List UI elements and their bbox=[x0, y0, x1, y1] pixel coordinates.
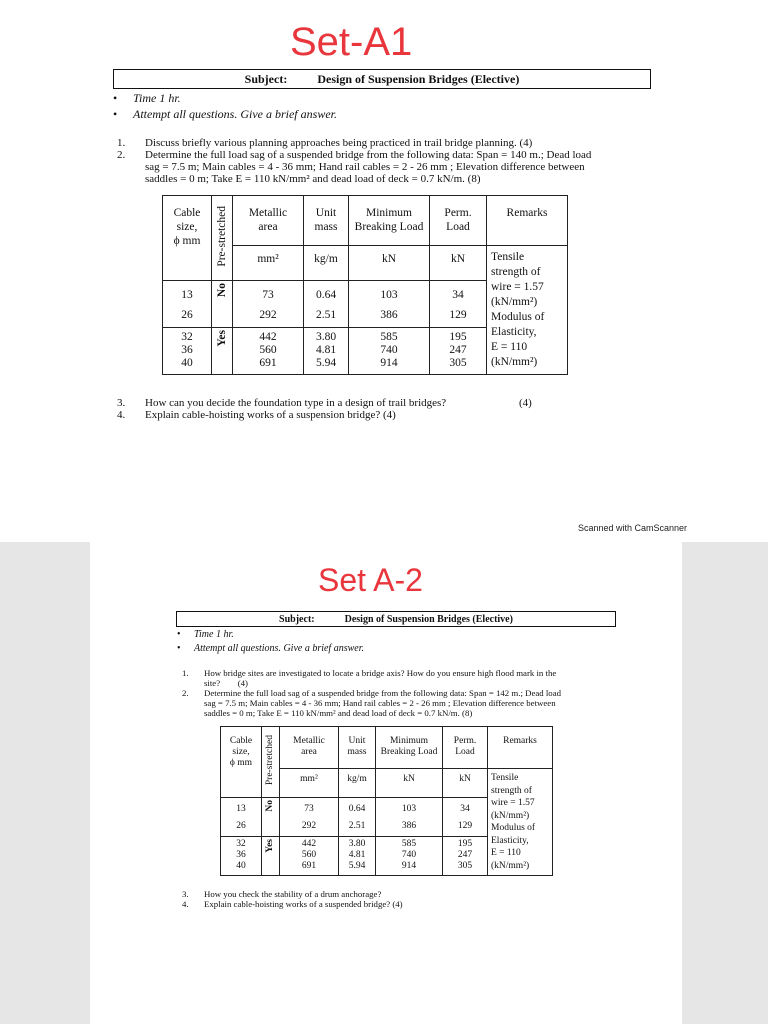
unit-cell: mm² bbox=[233, 246, 304, 281]
header-pre-stretched bbox=[212, 196, 233, 281]
set-a2-cable-table bbox=[220, 726, 553, 876]
question-1 bbox=[182, 668, 622, 688]
cell-value: 103 bbox=[401, 803, 417, 814]
set-a1-subject-box bbox=[113, 69, 651, 89]
set-a2-subject-box bbox=[176, 611, 616, 627]
header-text: Breaking Load bbox=[380, 747, 438, 757]
set-a1-questions-top bbox=[117, 137, 657, 185]
unit-cell: kN bbox=[376, 769, 443, 798]
cell-value: 32 bbox=[236, 838, 246, 849]
scan-border-left bbox=[0, 542, 90, 1024]
cell-value: 914 bbox=[380, 356, 398, 369]
metallic-area-cell bbox=[233, 327, 304, 374]
set-a1-cable-table bbox=[162, 195, 568, 375]
question-number: 3. bbox=[117, 397, 126, 409]
cable-size-cell bbox=[163, 281, 212, 327]
cell-value: 585 bbox=[380, 330, 398, 343]
subject-label: Subject: bbox=[244, 71, 288, 86]
cell-value: 386 bbox=[380, 309, 398, 322]
no-label: No bbox=[216, 283, 228, 298]
cell-value: 13 bbox=[236, 803, 246, 814]
remarks-line: (kN/mm²) bbox=[491, 296, 538, 308]
header-text: ϕ mm bbox=[173, 235, 201, 247]
camscanner-watermark: Scanned with CamScanner bbox=[578, 523, 688, 533]
header-text: Breaking Load bbox=[354, 221, 424, 233]
header-metallic-area bbox=[233, 196, 304, 246]
cable-size-cell bbox=[221, 836, 262, 875]
header-text: Perm. bbox=[444, 207, 472, 219]
header-text: size, bbox=[232, 747, 250, 757]
header-text: Load bbox=[455, 747, 475, 757]
remarks-cell bbox=[488, 769, 553, 876]
unit-mass-cell bbox=[304, 281, 349, 327]
cell-value: 129 bbox=[449, 309, 467, 322]
unit-cell: kN bbox=[349, 246, 430, 281]
set-a1-questions-bottom bbox=[117, 397, 657, 421]
unit-cell: kN bbox=[443, 769, 488, 798]
header-cable-size bbox=[163, 196, 212, 281]
no-label-cell bbox=[212, 281, 233, 327]
question-line: Determine the full load sag of a suspended bridge from the following data: Span = 142 m.; Dead load bbox=[204, 688, 561, 698]
remarks-line: Tensile bbox=[491, 773, 519, 783]
unit-cell: kg/m bbox=[304, 246, 349, 281]
header-text: Metallic bbox=[293, 736, 325, 746]
cell-value: 34 bbox=[452, 289, 464, 302]
cell-value: 103 bbox=[380, 289, 398, 302]
remarks-line: Modulus of bbox=[491, 311, 545, 323]
remarks-line: strength of bbox=[491, 785, 532, 796]
bullet-text: Attempt all questions. Give a brief answer. bbox=[194, 643, 364, 654]
cell-value: 129 bbox=[457, 820, 473, 831]
question-1 bbox=[117, 137, 657, 149]
cell-value: 292 bbox=[259, 309, 277, 322]
question-text: Explain cable-hoisting works of a suspension bridge? (4) bbox=[145, 409, 396, 421]
cell-value: 3.80 bbox=[348, 838, 366, 849]
cell-value: 305 bbox=[457, 860, 473, 871]
remarks-line: (kN/mm²) bbox=[491, 356, 538, 368]
set-a2-bullet-time: • Time 1 hr. bbox=[177, 629, 234, 640]
remarks-line: Elasticity, bbox=[491, 326, 537, 338]
bullet-text: Time 1 hr. bbox=[194, 629, 234, 640]
set-a2-questions-top bbox=[182, 668, 622, 718]
cell-value: 305 bbox=[449, 356, 467, 369]
set-a2-bullet-instructions: • Attempt all questions. Give a brief answer. bbox=[177, 643, 364, 654]
header-metallic-area bbox=[280, 727, 339, 769]
mbl-cell bbox=[376, 836, 443, 875]
remarks-line: strength of bbox=[491, 266, 541, 278]
header-text: size, bbox=[176, 221, 198, 233]
remarks-line: E = 110 bbox=[491, 848, 521, 858]
cell-value: 386 bbox=[401, 820, 417, 831]
cell-value: 4.81 bbox=[315, 343, 337, 356]
cell-value: 32 bbox=[181, 330, 193, 343]
scan-border-right bbox=[682, 542, 768, 1024]
cell-value: 691 bbox=[259, 356, 277, 369]
cell-value: 247 bbox=[457, 849, 473, 860]
set-a1-bullet-instructions: • Attempt all questions. Give a brief answer. bbox=[113, 107, 337, 121]
mbl-cell bbox=[349, 327, 430, 374]
metallic-area-cell bbox=[233, 281, 304, 327]
header-unit-mass bbox=[339, 727, 376, 769]
cell-value: 26 bbox=[236, 820, 246, 831]
no-label: No bbox=[265, 799, 275, 812]
header-text: Minimum bbox=[389, 736, 428, 746]
remarks-line: E = 110 bbox=[491, 341, 528, 353]
question-text: Explain cable-hoisting works of a suspended bridge? (4) bbox=[204, 899, 403, 909]
header-text: Unit bbox=[348, 736, 366, 746]
cell-value: 5.94 bbox=[348, 860, 366, 871]
question-4 bbox=[182, 899, 622, 909]
perm-load-cell bbox=[443, 836, 488, 875]
unit-cell: kg/m bbox=[339, 769, 376, 798]
mbl-cell bbox=[376, 797, 443, 836]
header-text: Minimum bbox=[365, 207, 412, 219]
cell-value: 40 bbox=[181, 356, 193, 369]
question-number: 3. bbox=[182, 889, 189, 899]
header-text: Pre-stretched bbox=[265, 734, 275, 785]
remarks-line: wire = 1.57 bbox=[491, 281, 544, 293]
cell-value: 5.94 bbox=[315, 356, 337, 369]
question-2 bbox=[117, 149, 657, 185]
set-a2-title: Set A-2 bbox=[318, 562, 423, 598]
question-text: How you check the stability of a drum anchorage? bbox=[204, 889, 382, 899]
question-2 bbox=[182, 688, 622, 718]
remarks-line: Modulus of bbox=[491, 823, 536, 833]
yes-label-cell bbox=[212, 327, 233, 374]
question-line: sag = 7.5 m; Main cables = 4 - 36 mm; Hand rail cables = 2 - 26 mm ; Elevation difference between bbox=[204, 698, 556, 708]
cell-value: 914 bbox=[401, 860, 417, 871]
perm-load-cell bbox=[430, 327, 487, 374]
header-text: ϕ mm bbox=[229, 758, 253, 768]
cell-value: 40 bbox=[236, 860, 246, 871]
perm-load-cell bbox=[430, 281, 487, 327]
cell-value: 3.80 bbox=[315, 330, 337, 343]
remarks-cell bbox=[487, 246, 568, 375]
cell-value: 247 bbox=[449, 343, 467, 356]
cell-value: 585 bbox=[401, 838, 417, 849]
cell-value: 442 bbox=[301, 838, 317, 849]
bullet-text: Attempt all questions. Give a brief answer. bbox=[133, 107, 337, 121]
unit-cell: mm² bbox=[280, 769, 339, 798]
header-text: Cable bbox=[229, 736, 253, 746]
cell-value: 740 bbox=[401, 849, 417, 860]
yes-label-cell bbox=[262, 836, 280, 875]
header-min-breaking-load bbox=[376, 727, 443, 769]
cell-value: 2.51 bbox=[315, 309, 337, 322]
cell-value: 195 bbox=[449, 330, 467, 343]
question-number: 1. bbox=[182, 668, 189, 678]
cell-value: 195 bbox=[457, 838, 473, 849]
cell-value: 73 bbox=[304, 803, 314, 814]
header-text: mass bbox=[347, 747, 367, 757]
cell-value: 36 bbox=[181, 343, 193, 356]
cell-value: 26 bbox=[181, 309, 193, 322]
remarks-line: (kN/mm²) bbox=[491, 810, 530, 821]
question-line: saddles = 0 m; Take E = 110 kN/mm² and dead load of deck = 0.7 kN/m. (8) bbox=[145, 173, 481, 185]
header-text: Perm. bbox=[453, 736, 477, 746]
cell-value: 34 bbox=[460, 803, 470, 814]
question-line: saddles = 0 m; Take E = 110 kN/mm² and dead load of deck = 0.7 kN/m. (8) bbox=[204, 708, 473, 718]
question-number: 4. bbox=[117, 409, 126, 421]
cell-value: 442 bbox=[259, 330, 277, 343]
unit-cell: kN bbox=[430, 246, 487, 281]
cable-size-cell bbox=[221, 797, 262, 836]
question-line: How bridge sites are investigated to locate a bridge axis? How do you ensure high flood mark in the bbox=[204, 668, 557, 678]
set-a2-questions-bottom bbox=[182, 889, 622, 909]
header-unit-mass bbox=[304, 196, 349, 246]
metallic-area-cell bbox=[280, 836, 339, 875]
question-text: Discuss briefly various planning approaches being practiced in trail bridge planning. (4) bbox=[145, 137, 533, 149]
cell-value: 0.64 bbox=[348, 803, 366, 814]
header-remarks: Remarks bbox=[487, 196, 568, 246]
question-line: sag = 7.5 m; Main cables = 4 - 36 mm; Hand rail cables = 2 - 26 mm ; Elevation difference between bbox=[145, 161, 585, 173]
question-number: 4. bbox=[182, 899, 189, 909]
question-line: site? (4) bbox=[204, 678, 248, 688]
header-text: Pre-stretched bbox=[216, 205, 228, 267]
header-text: Cable bbox=[173, 207, 201, 219]
question-3 bbox=[182, 889, 622, 899]
subject-value: Design of Suspension Bridges (Elective) bbox=[344, 613, 513, 625]
header-pre-stretched bbox=[262, 727, 280, 798]
header-text: Metallic bbox=[248, 207, 288, 219]
header-perm-load bbox=[430, 196, 487, 246]
cell-value: 13 bbox=[181, 289, 193, 302]
no-label-cell bbox=[262, 797, 280, 836]
unit-mass-cell bbox=[339, 836, 376, 875]
mbl-cell bbox=[349, 281, 430, 327]
cell-value: 740 bbox=[380, 343, 398, 356]
unit-mass-cell bbox=[304, 327, 349, 374]
cell-value: 2.51 bbox=[348, 820, 366, 831]
cable-size-cell bbox=[163, 327, 212, 374]
cell-value: 36 bbox=[236, 849, 246, 860]
subject-label: Subject: bbox=[279, 613, 315, 625]
header-text: mass bbox=[314, 221, 338, 233]
header-remarks: Remarks bbox=[488, 727, 553, 769]
header-cable-size bbox=[221, 727, 262, 798]
yes-label: Yes bbox=[265, 838, 275, 853]
subject-value: Design of Suspension Bridges (Elective) bbox=[317, 71, 520, 86]
cell-value: 73 bbox=[262, 289, 274, 302]
question-number: 2. bbox=[117, 149, 126, 161]
set-a1-bullet-time: • Time 1 hr. bbox=[113, 91, 181, 105]
header-perm-load bbox=[443, 727, 488, 769]
cell-value: 0.64 bbox=[315, 289, 337, 302]
remarks-line: Tensile bbox=[491, 251, 525, 263]
unit-mass-cell bbox=[339, 797, 376, 836]
question-number: 2. bbox=[182, 688, 189, 698]
perm-load-cell bbox=[443, 797, 488, 836]
cell-value: 292 bbox=[301, 820, 317, 831]
cell-value: 4.81 bbox=[348, 849, 366, 860]
cell-value: 691 bbox=[301, 860, 317, 871]
question-number: 1. bbox=[117, 137, 126, 149]
metallic-area-cell bbox=[280, 797, 339, 836]
header-text: area bbox=[258, 221, 278, 233]
header-text: area bbox=[301, 747, 317, 757]
cell-value: 560 bbox=[259, 343, 277, 356]
question-3 bbox=[117, 397, 657, 409]
question-marks: (4) bbox=[519, 397, 532, 409]
remarks-line: Elasticity, bbox=[491, 835, 529, 846]
question-line: Determine the full load sag of a suspended bridge from the following data: Span = 140 m.; Dead load bbox=[145, 149, 592, 161]
yes-label: Yes bbox=[216, 329, 228, 347]
question-4 bbox=[117, 409, 657, 421]
header-text: Unit bbox=[315, 207, 337, 219]
header-min-breaking-load bbox=[349, 196, 430, 246]
bullet-text: Time 1 hr. bbox=[133, 91, 181, 105]
set-a1-title: Set-A1 bbox=[290, 20, 413, 64]
question-text: How can you decide the foundation type in a design of trail bridges? bbox=[145, 397, 447, 409]
header-text: Load bbox=[446, 221, 470, 233]
remarks-line: (kN/mm²) bbox=[491, 860, 530, 871]
cell-value: 560 bbox=[301, 849, 317, 860]
remarks-line: wire = 1.57 bbox=[491, 798, 535, 808]
